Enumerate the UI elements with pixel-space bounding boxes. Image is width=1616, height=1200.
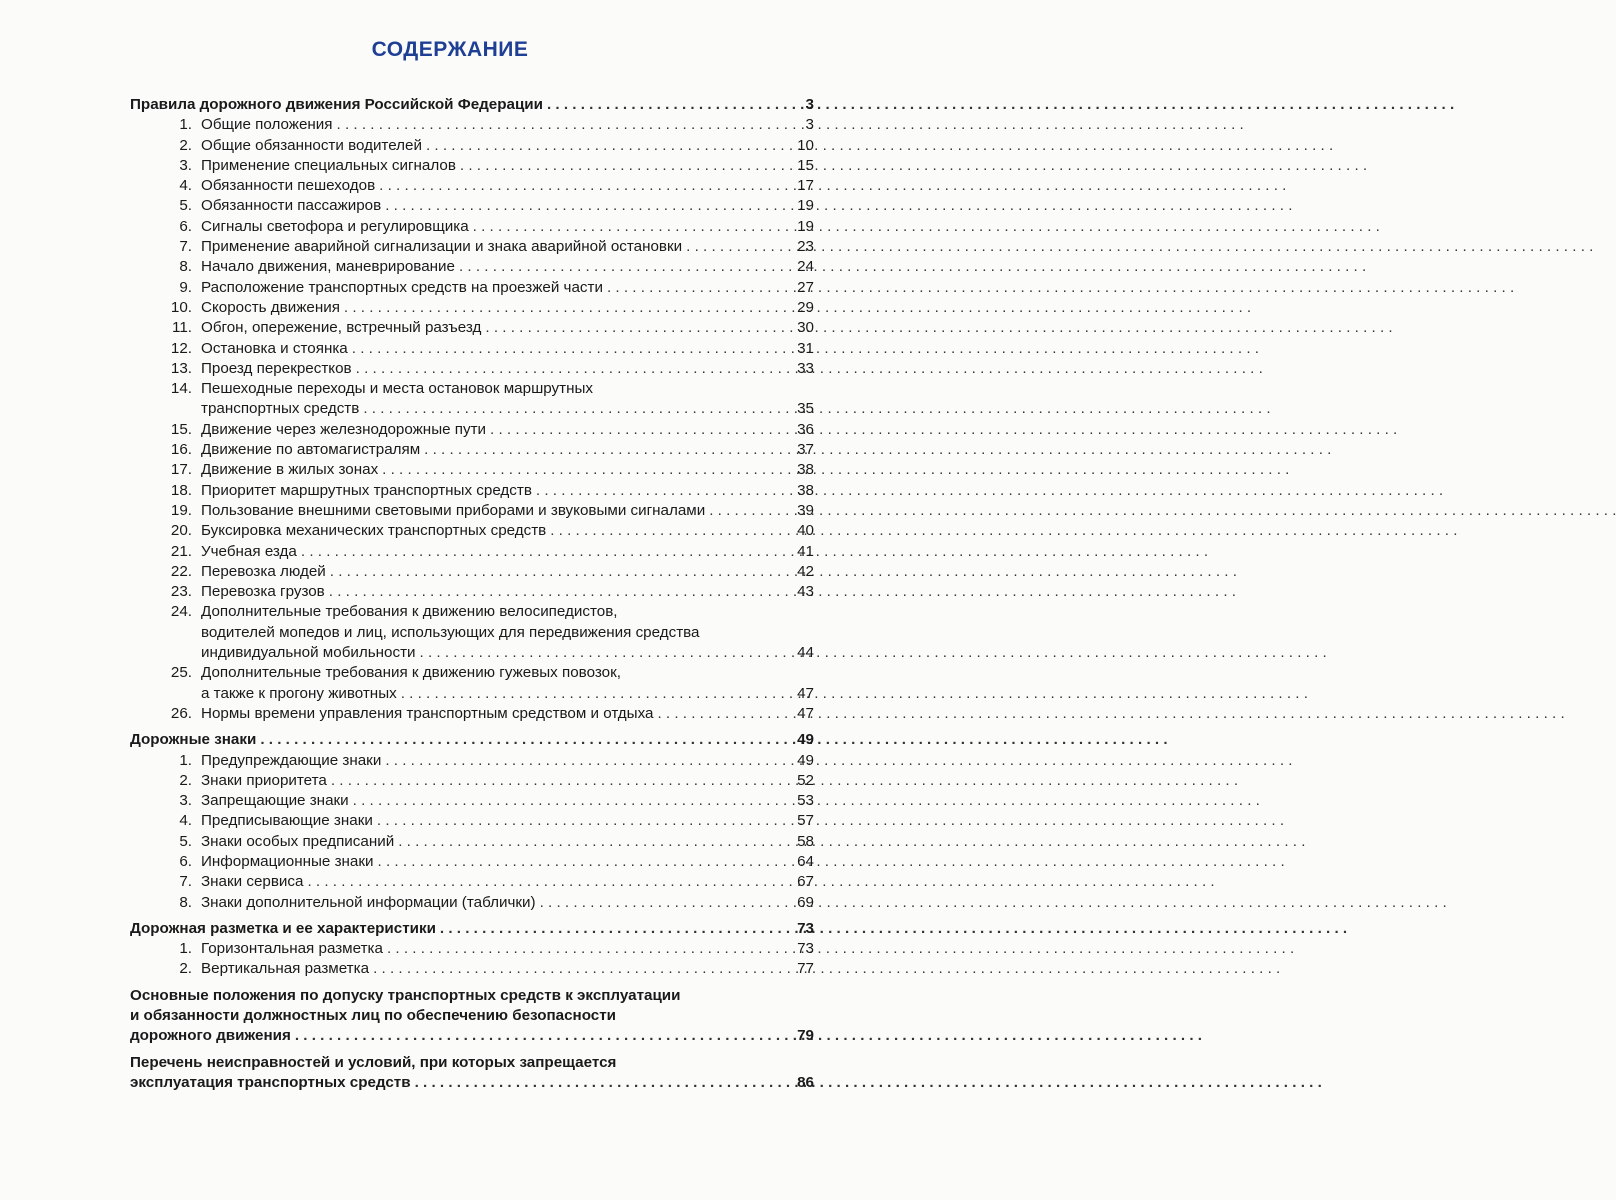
toc-item: [130, 420, 814, 440]
toc-item: [130, 791, 814, 811]
page-number: 47: [797, 684, 814, 702]
toc-item: [130, 939, 814, 959]
toc-item: [130, 832, 814, 852]
page-number: 3: [805, 96, 814, 113]
dot-leader: [330, 562, 793, 582]
dot-leader: [490, 420, 793, 440]
entry-number: 2.: [179, 960, 192, 978]
dot-leader: [356, 359, 793, 379]
entry-number: 25.: [170, 664, 192, 682]
page-number: 77: [797, 960, 814, 978]
entry-title: Учебная езда: [201, 542, 297, 560]
entry-title: Перевозка грузов: [201, 583, 325, 601]
entry-title: Знаки сервиса: [201, 873, 304, 891]
section-heading: [130, 730, 814, 750]
entry-title: Применение аварийной сигнализации и знака аварийной остановки: [201, 238, 683, 256]
dot-leader: [547, 95, 794, 115]
toc-item: [130, 359, 814, 379]
page-number: 29: [797, 298, 814, 316]
entry-number: 1.: [179, 751, 192, 769]
toc-item: [130, 298, 814, 318]
toc-item-line: [130, 643, 814, 663]
entry-title: Дорожные знаки: [130, 731, 257, 749]
entry-title: Информационные знаки: [201, 852, 374, 870]
entry-title: Знаки приоритета: [201, 771, 327, 789]
toc-item: [130, 501, 814, 521]
entry-number: 22.: [170, 562, 192, 580]
entry-title: Предупреждающие знаки: [201, 751, 382, 769]
dot-leader: [485, 318, 793, 338]
dot-leader: [420, 643, 794, 663]
page-number: 47: [797, 704, 814, 722]
entry-title: Приоритет маршрутных транспортных средств: [201, 481, 532, 499]
toc-item: [130, 542, 814, 562]
entry-number: 10.: [170, 298, 192, 316]
entry-number: 15.: [170, 420, 192, 438]
page-number: 52: [797, 771, 814, 789]
entry-title: Нормы времени управления транспортным средством и отдыха: [201, 704, 654, 722]
dot-leader: [353, 791, 793, 811]
entry-title: Перевозка людей: [201, 562, 326, 580]
dot-leader: [607, 278, 793, 298]
page-number: 37: [797, 441, 814, 459]
entry-title: Дополнительные требования к движению гужевых повозок,: [201, 664, 621, 682]
entry-title: Скорость движения: [201, 298, 340, 316]
entry-title: Знаки особых предписаний: [201, 832, 395, 850]
entry-title: Движение через железнодорожные пути: [201, 420, 487, 438]
entry-number: 12.: [170, 339, 192, 357]
section-heading: [130, 919, 814, 939]
toc-item: [130, 481, 814, 501]
dot-leader: [460, 156, 793, 176]
page-number: 24: [797, 258, 814, 276]
toc-item: [130, 318, 814, 338]
entry-number: 8.: [179, 258, 192, 276]
dot-leader: [387, 939, 793, 959]
entry-number: 26.: [170, 704, 192, 722]
page-number: 19: [797, 217, 814, 235]
dot-leader: [337, 115, 794, 135]
entry-title: Предписывающие знаки: [201, 812, 373, 830]
dot-leader: [295, 1026, 793, 1046]
dot-leader: [344, 298, 793, 318]
entry-title: индивидуальной мобильности: [201, 644, 416, 662]
entry-number: 14.: [170, 380, 192, 398]
section-heading: [130, 1026, 814, 1046]
page-number: 73: [797, 919, 814, 937]
entry-number: 8.: [179, 893, 192, 911]
dot-leader: [550, 521, 793, 541]
entry-number: 3.: [179, 156, 192, 174]
dot-leader: [385, 196, 793, 216]
entry-number: 19.: [170, 501, 192, 519]
page-number: 40: [797, 522, 814, 540]
entry-number: 3.: [179, 792, 192, 810]
section-heading-line: Основные положения по допуску транспортных средств к эксплуатации: [130, 986, 681, 1004]
entry-number: 17.: [170, 461, 192, 479]
entry-number: 4.: [179, 812, 192, 830]
dot-leader: [440, 919, 793, 939]
entry-number: 7.: [179, 238, 192, 256]
dot-leader: [398, 832, 793, 852]
page-number: 79: [797, 1027, 814, 1045]
entry-title: Дорожная разметка и ее характеристики: [130, 919, 436, 937]
page-number: 33: [797, 359, 814, 377]
dot-leader: [331, 771, 793, 791]
entry-title: дорожного движения: [130, 1027, 291, 1045]
toc-item: [130, 751, 814, 771]
entry-number: 9.: [179, 278, 192, 296]
dot-leader: [260, 730, 793, 750]
page-number: 42: [797, 562, 814, 580]
toc-item-line: водителей мопедов и лиц, использующих для передвижения средства: [201, 623, 700, 641]
entry-number: 2.: [179, 136, 192, 154]
entry-number: 1.: [179, 116, 192, 134]
entry-title: эксплуатация транспортных средств: [130, 1073, 411, 1091]
entry-title: Применение специальных сигналов: [201, 156, 456, 174]
entry-number: 4.: [179, 177, 192, 195]
entry-number: 13.: [170, 359, 192, 377]
dot-leader: [426, 136, 793, 156]
entry-number: 2.: [179, 771, 192, 789]
entry-title: а также к прогону животных: [201, 684, 397, 702]
entry-title: Сигналы светофора и регулировщика: [201, 217, 469, 235]
toc-item: [130, 771, 814, 791]
page-number: 49: [797, 751, 814, 769]
entry-number: 21.: [170, 542, 192, 560]
toc-item: [130, 440, 814, 460]
page-number: 36: [797, 420, 814, 438]
toc-item: [130, 893, 814, 913]
dot-leader: [382, 460, 793, 480]
page-number: 39: [797, 501, 814, 519]
page-number: 3: [805, 116, 814, 134]
toc-item: [130, 460, 814, 480]
dot-leader: [415, 1073, 794, 1093]
page-number: 31: [797, 339, 814, 357]
entry-title: Запрещающие знаки: [201, 792, 349, 810]
toc-item: [130, 663, 814, 683]
dot-leader: [329, 582, 793, 602]
entry-number: 6.: [179, 217, 192, 235]
page-number: 43: [797, 583, 814, 601]
toc-item: [130, 217, 814, 237]
section-heading: [130, 1073, 814, 1093]
entry-number: 23.: [170, 583, 192, 601]
page-number: 69: [797, 893, 814, 911]
entry-title: Обязанности пассажиров: [201, 197, 382, 215]
toc-item: [130, 959, 814, 979]
dot-leader: [540, 893, 794, 913]
dot-leader: [301, 542, 793, 562]
dot-leader: [363, 399, 793, 419]
page-number: 73: [797, 940, 814, 958]
page-number: 30: [797, 319, 814, 337]
dot-leader: [709, 501, 793, 521]
dot-leader: [373, 959, 793, 979]
entry-number: 20.: [170, 522, 192, 540]
page-number: 15: [797, 156, 814, 174]
toc-item: [130, 704, 814, 724]
toc-item: [130, 872, 814, 892]
page-number: 44: [797, 644, 814, 662]
entry-number: 5.: [179, 832, 192, 850]
entry-title: Пешеходные переходы и места остановок маршрутных: [201, 380, 593, 398]
section-heading: [130, 95, 814, 115]
entry-title: Горизонтальная разметка: [201, 940, 383, 958]
dot-leader: [424, 440, 793, 460]
toc-item-line: [130, 684, 814, 704]
page-title: СОДЕРЖАНИЕ: [371, 38, 529, 61]
dot-leader: [385, 751, 793, 771]
entry-title: Начало движения, маневрирование: [201, 258, 455, 276]
toc-item: [130, 582, 814, 602]
toc-item-line: [130, 399, 814, 419]
toc-item: [130, 115, 814, 135]
page-number: 67: [797, 873, 814, 891]
section-heading-line: и обязанности должностных лиц по обеспечению безопасности: [130, 1007, 617, 1025]
toc-item: [130, 196, 814, 216]
dot-leader: [379, 176, 793, 196]
dot-leader: [473, 217, 793, 237]
entry-title: Знаки дополнительной информации (таблички): [201, 893, 536, 911]
toc-item: [130, 257, 814, 277]
dot-leader: [657, 704, 793, 724]
entry-number: 11.: [172, 319, 192, 337]
dot-leader: [377, 811, 793, 831]
toc-item: [130, 237, 814, 257]
toc-item: [130, 562, 814, 582]
page-number: 35: [797, 400, 814, 418]
toc-item: [130, 156, 814, 176]
toc-item: [130, 521, 814, 541]
section-heading-line: Перечень неисправностей и условий, при которых запрещается: [130, 1053, 617, 1071]
dot-leader: [401, 684, 793, 704]
page-number: 57: [797, 812, 814, 830]
page-number: 58: [797, 832, 814, 850]
page-number: 19: [797, 197, 814, 215]
toc-item: [130, 176, 814, 196]
toc-item: [130, 379, 814, 399]
entry-title: Движение в жилых зонах: [201, 461, 379, 479]
entry-title: Правила дорожного движения Российской Федерации: [130, 96, 543, 113]
entry-title: Расположение транспортных средств на проезжей части: [201, 278, 603, 296]
page-number: 38: [797, 481, 814, 499]
entry-title: Движение по автомагистралям: [201, 441, 421, 459]
entry-number: 7.: [179, 873, 192, 891]
entry-title: Вертикальная разметка: [201, 960, 370, 978]
entry-title: транспортных средств: [201, 400, 360, 418]
entry-title: Обгон, опережение, встречный разъезд: [201, 319, 482, 337]
page-number: 64: [797, 852, 814, 870]
dot-leader: [352, 339, 793, 359]
page-number: 49: [797, 731, 814, 749]
entry-title: Дополнительные требования к движению велосипедистов,: [201, 603, 618, 621]
entry-number: 16.: [170, 441, 192, 459]
entry-number: 1.: [179, 940, 192, 958]
page-number: 17: [797, 177, 814, 195]
toc-item: [130, 136, 814, 156]
page-number: 41: [797, 542, 814, 560]
page-number: 38: [797, 461, 814, 479]
entry-title: Общие положения: [201, 116, 333, 134]
page-number: 53: [797, 792, 814, 810]
toc-item: [130, 811, 814, 831]
entry-number: 24.: [170, 603, 192, 621]
entry-title: Обязанности пешеходов: [201, 177, 376, 195]
entry-title: Остановка и стоянка: [201, 339, 348, 357]
entry-number: 6.: [179, 852, 192, 870]
table-of-contents: [130, 95, 814, 1093]
entry-title: Буксировка механических транспортных средств: [201, 522, 547, 540]
entry-number: 5.: [179, 197, 192, 215]
dot-leader: [378, 852, 794, 872]
entry-title: Пользование внешними световыми приборами и звуковыми сигналами: [201, 501, 706, 519]
dot-leader: [536, 481, 793, 501]
toc-item: [130, 852, 814, 872]
dot-leader: [307, 872, 793, 892]
page-number: 86: [797, 1073, 814, 1091]
entry-number: 18.: [170, 481, 192, 499]
dot-leader: [686, 237, 793, 257]
toc-item: [130, 602, 814, 622]
entry-title: Проезд перекрестков: [201, 359, 352, 377]
page-number: 10: [797, 136, 814, 154]
entry-title: Общие обязанности водителей: [201, 136, 422, 154]
dot-leader: [459, 257, 793, 277]
toc-item: [130, 278, 814, 298]
page-number: 27: [797, 278, 814, 296]
page-number: 23: [797, 238, 814, 256]
toc-item: [130, 339, 814, 359]
